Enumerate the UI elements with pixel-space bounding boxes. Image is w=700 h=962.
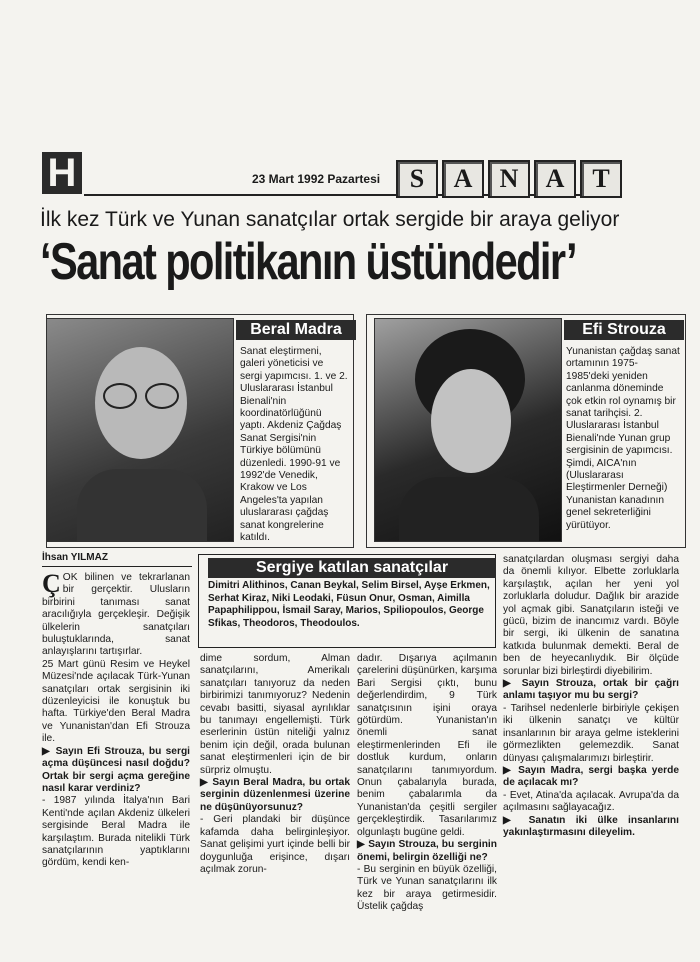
section-letter: S [396,160,438,198]
paragraph: - Evet, Atina'da açılacak. Avrupa'da da açılmasını sağlayacağız. [503,789,679,814]
body-column [503,554,679,839]
issue-date: 23 Mart 1992 Pazartesi [252,172,381,186]
paragraph: - Geri plandaki bir düşünce kafamda daha belirginleşiyor. Sanat gelişimi yurt içinde belli bir doygunluğa erişince, dışarı açılmak zorun- [200,814,350,875]
portrait-photo [374,318,562,542]
interview-question: ▶ Sanatın iki ülke insanlarını yakınlaştırmasını dileyelim. [503,814,679,838]
profile-caption: Yunanistan çağdaş sanat ortamının 1975-1985'deki yeniden canlanma döneminde çok etkin rol oynamış bir sanat tarihçisi. 2. Uluslararası İstanbul Bienali'nde Yunan grup sergisinin de yapımcısı. Şimdi, AICA'nın (Uluslararası Eleştirmenler Derneği) Yunanistan kanadının genel sekreterliğini yürütüyor. [566,346,680,531]
byline: İhsan YILMAZ [42,552,108,563]
paragraph: dadır. Dışarıya açılmanın çarelerini düşünürken, karşıma Bari Sergisi çıktı, bunu değerlendirdim, 9 Türk sanatçısının işini oraya götürdüm. Yunanistan'ın önemli sanat eleştirmenlerinden Efi ile dostluk kurdum, onların sanatçılarını tanımıyordum. Onun çabalarıyla burada, benim çabalarımla da Yunanistan'da çeşitli sergiler gerçekleştirdik. Tasarılarımız olgunlaştı bugüne geldi. [357,653,497,838]
interview-question: ▶ Sayın Madra, sergi başka yerde de açılacak mı? [503,764,679,789]
body-column [200,653,350,876]
interview-question: ▶ Sayın Efi Strouza, bu sergi açma düşüncesi nasıl doğdu? Ortak bir sergi açma gereğine nasıl karar verdiniz? [42,745,190,794]
paragraph: OK bilinen ve tekrarlanan bir gerçektir. Ulusların birbirini tanıması sanat aracılığıyla gerçekleşir. Değişik ülkelerin sanatçıları buluştuklarında, sanat anlayışlarını tartışırlar. [42,572,190,658]
profile-name: Efi Strouza [564,320,684,340]
paragraph: - 1987 yılında İtalya'nın Bari Kenti'nde açılan Akdeniz ülkeleri sergisinde Beral Madra ile karşılaştım. Burada nitelikli Türk sanatçılarının yaptıklarını gördüm, kendi ken- [42,795,190,869]
article-kicker: İlk kez Türk ve Yunan sanatçılar ortak sergide bir araya geliyor [40,208,620,231]
artists-list: Dimitri Alithinos, Canan Beykal, Selim Birsel, Ayşe Erkmen, Serhat Kiraz, Niki Leodaki, Füsun Onur, Osman, Aimilla Papaphilippou, İsmail Saray, Marios, Spiliopoulos, George Sfikas, Theodoros, Theodoulos. [208,580,490,629]
byline-rule [42,566,192,567]
profile-name: Beral Madra [236,320,356,340]
interview-question: ▶ Sayın Beral Madra, bu ortak serginin düzenlenmesi üzerine ne düşünüyorsunuz? [200,777,350,813]
portrait-photo [46,318,234,542]
paragraph: sanatçılardan oluşması sergiyi daha da önemli kılıyor. Elbette zorluklarla karşılaştık, açılan her yeni yol zorluklarla doludur. Dağlık bir arazide yol açmak gibi. Sanatçıların isteği ve gücü, bizim de inancımız vardı. Böyle bir sergi, iki ülkenin de sanatına katkıda bulunmak demekti. Beral de ben de heyecanlıydık. Bir ölçüde sorunlar bizi birleştirdi diyebilirim. [503,554,679,677]
section-letter: A [534,160,576,198]
paragraph: 25 Mart günü Resim ve Heykel Müzesi'nde açılacak Türk-Yunan sanatçıları ortak sergisinin iki düzenleyicisi ile konuştuk bu hafta. Türkiye'den Beral Madra ve Yunanistan'dan Efi Strouza ile. [42,658,190,745]
paragraph: - Bu serginin en büyük özelliği, Türk ve Yunan sanatçılarını ilk kez bir araya getirmesidir. Üstelik çağdaş [357,863,497,913]
body-column [357,653,497,914]
drop-cap: Ç [42,569,61,598]
paragraph: - Tarihsel nedenlerle birbiriyle çekişen iki ülkenin sanatçı ve kültür insanlarının bir araya gelme isteklerini görmezlikten gelemezdik. Sanat dünyası çalışmalarımızı birleştirir. [503,702,679,764]
artists-box-title: Sergiye katılan sanatçılar [208,558,496,578]
interview-question: ▶ Sayın Strouza, bu serginin önemi, belirgin özelliği ne? [357,839,497,863]
article-headline: ‘Sanat politikanın üstündedir’ [40,233,576,291]
body-column [42,569,190,870]
newspaper-logo: H [42,152,82,194]
section-letter: T [580,160,622,198]
section-label [396,160,622,198]
interview-question: ▶ Sayın Strouza, ortak bir çağrı anlamı taşıyor mu bu sergi? [503,678,679,702]
section-letter: N [488,160,530,198]
paragraph: dime sordum, Alman sanatçılarını, Amerikalı sanatçıları tanıyoruz da neden birbirimizi tanımıyoruz? Nedenin cevabı basitti, siyasal ayrılıklar bu tanımayı engellemişti. Türk eserlerinin üstün niteliği yalnız benim için değil, orada bulunan sanat eleştirmenleri için de bir sürpriz olmuştu. [200,653,350,776]
profile-caption: Sanat eleştirmeni, galeri yöneticisi ve sergi yapımcısı. 1. ve 2. Uluslararası İstanbul Bienali'nin koordinatörlüğünü yaptı. Akdeniz Çağdaş Sanat Sergisi'nin Türkiye bölümünü düzenledi. 1990-91 ve 1992'de Venedik, Krakow ve Los Angeles'ta yapılan uluslararası çağdaş sanat kongrelerine katıldı. [240,346,348,544]
section-letter: A [442,160,484,198]
